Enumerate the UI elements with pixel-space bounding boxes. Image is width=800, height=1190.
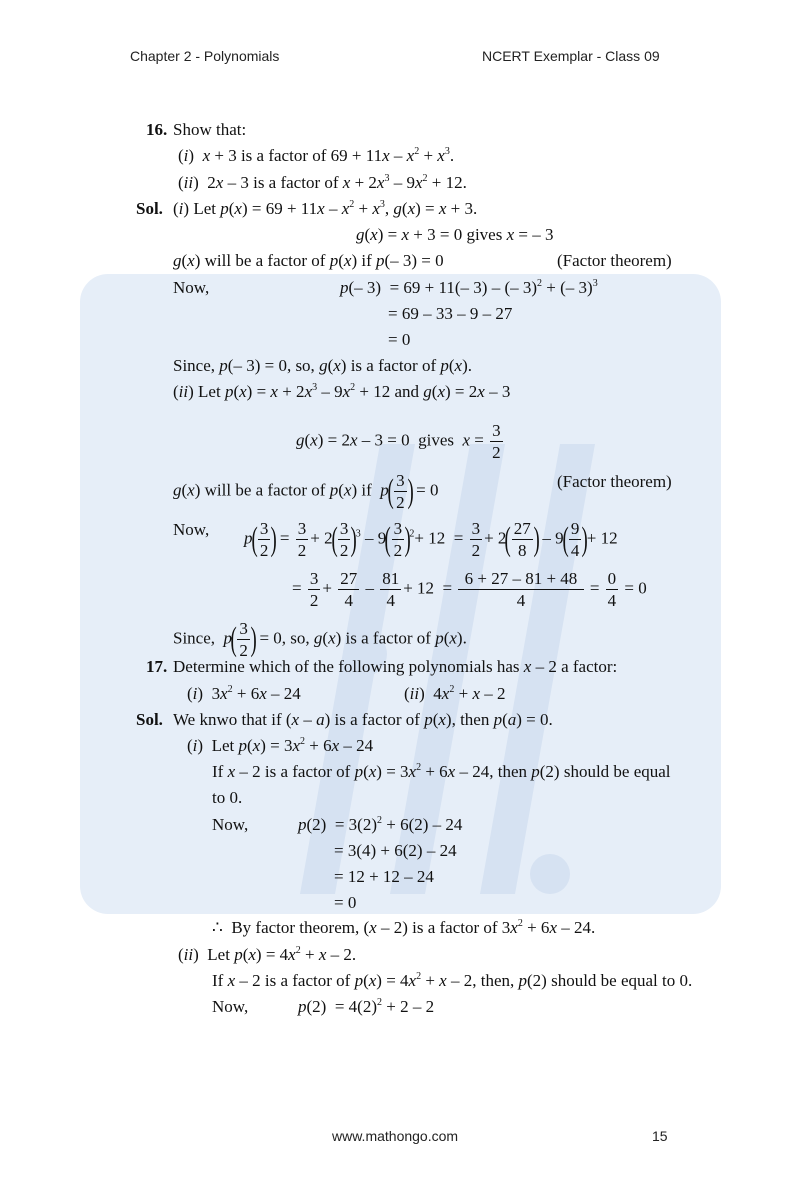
sol16-ii-conclusion: Since, p( $\frac{3}{2}$ ) = 0, so, g(x) is a factor of p(x).	[173, 619, 467, 660]
factor-theorem-note-2: (Factor theorem)	[557, 472, 672, 491]
sol16-i-gx: g(x) = x + 3 = 0 gives x = – 3	[356, 225, 554, 244]
q17-part-i: (i) $3x^2 + 6x - 24$	[187, 684, 301, 703]
sol16-ii-eval-1: p( $\frac{3}{2}$ ) = $\frac{3}{2}$ + 2( $\frac{3}{2}$ )$^3$ – 9( $\frac{3}{2}$ )$^2$+ 12 = $\frac{3}{2}$ + 2( $\frac{27}{8}$ ) – 9( $\frac{9}{4}$ )+ 12	[244, 519, 618, 560]
q16-part-ii: (ii) 2x – 3 is a factor of $x + 2x^3 - 9x^2 + 12$.	[178, 173, 467, 192]
sol16-i-condition: g(x) will be a factor of p(x) if p(– 3) = 0	[173, 251, 444, 270]
sol17-i-condition-1: If x – 2 is a factor of $p(x) = 3x^2 + 6x - 24$, then p(2) should be equal	[212, 762, 671, 781]
now-label: Now,	[173, 278, 210, 297]
q16-part-i: (i) x + 3 is a factor of $69 + 11x - x^2 + x^3$.	[178, 146, 455, 165]
sol16-i-eval-1: p(– 3) = 69 + 11(– 3) – (– 3)$^2$ + (– 3)$^3$	[340, 278, 598, 297]
sol17-intro: We knwo that if (x – a) is a factor of p(x), then p(a) = 0.	[173, 710, 553, 729]
sol16-ii-gx: g(x) = 2x – 3 = 0 gives x = $\frac{3}{2}$	[296, 421, 501, 462]
sol16-i-let: (i) Let $p(x) = 69 + 11x - x^2 + x^3$, g(x) = x + 3.	[173, 199, 478, 218]
question-17-prompt: Determine which of the following polynomials has x – 2 a factor:	[173, 657, 618, 676]
sol16-ii-let: (ii) Let $p(x) = x + 2x^3 - 9x^2 + 12$ and g(x) = 2x – 3	[173, 382, 511, 401]
sol17-i-eval-2: = 3(4) + 6(2) – 24	[334, 841, 457, 860]
sol17-ii-condition: If x – 2 is a factor of $p(x) = 4x^2 + x - 2$, then, p(2) should be equal to 0.	[212, 971, 693, 990]
sol16-i-conclusion: Since, p(– 3) = 0, so, g(x) is a factor of p(x).	[173, 356, 473, 375]
footer-website[interactable]: www.mathongo.com	[332, 1128, 459, 1144]
sol17-i-conclusion: ∴ By factor theorem, (x – 2) is a factor of $3x^2 + 6x - 24$.	[212, 918, 596, 937]
question-16-prompt: Show that:	[173, 120, 247, 139]
sol17-i-let: (i) Let $p(x) = 3x^2 + 6x - 24$	[187, 736, 374, 755]
now-label-2: Now,	[173, 520, 210, 539]
header-book: NCERT Exemplar - Class 09	[482, 48, 660, 64]
sol17-ii-let: (ii) Let $p(x) = 4x^2 + x - 2$.	[178, 945, 357, 964]
question-number-16: 16.	[146, 120, 168, 139]
factor-theorem-note: (Factor theorem)	[557, 251, 672, 270]
sol16-ii-eval-2: = $\frac{3}{2}$ + $\frac{27}{4}$ – $\frac{81}{4}$ + 12 = $\frac{6 + 27 - 81 + 48}{4}$ = $\frac{0}{4}$ = 0	[292, 569, 647, 610]
sol17-i-eval-1: $p(2) = 3(2)^2 + 6(2) - 24$	[298, 815, 463, 834]
sol16-i-eval-2: = 69 – 33 – 9 – 27	[388, 304, 513, 323]
solution-label-16: Sol.	[136, 199, 163, 218]
sol17-i-eval-4: = 0	[334, 893, 357, 912]
sol16-i-eval-3: = 0	[388, 330, 411, 349]
q17-part-ii: (ii) $4x^2 + x - 2$	[404, 684, 506, 703]
sol16-ii-condition: g(x) will be a factor of p(x) if p( $\frac{3}{2}$ ) = 0	[173, 471, 439, 512]
now-label-3: Now,	[212, 815, 249, 834]
now-label-4: Now,	[212, 997, 249, 1016]
header-chapter: Chapter 2 - Polynomials	[130, 48, 280, 64]
page-number: 15	[652, 1128, 668, 1144]
sol17-i-eval-3: = 12 + 12 – 24	[334, 867, 434, 886]
sol17-i-condition-2: to 0.	[212, 788, 243, 807]
sol17-ii-eval-1: $p(2) = 4(2)^2 + 2 - 2$	[298, 997, 435, 1016]
question-number-17: 17.	[146, 657, 168, 676]
solution-label-17: Sol.	[136, 710, 163, 729]
